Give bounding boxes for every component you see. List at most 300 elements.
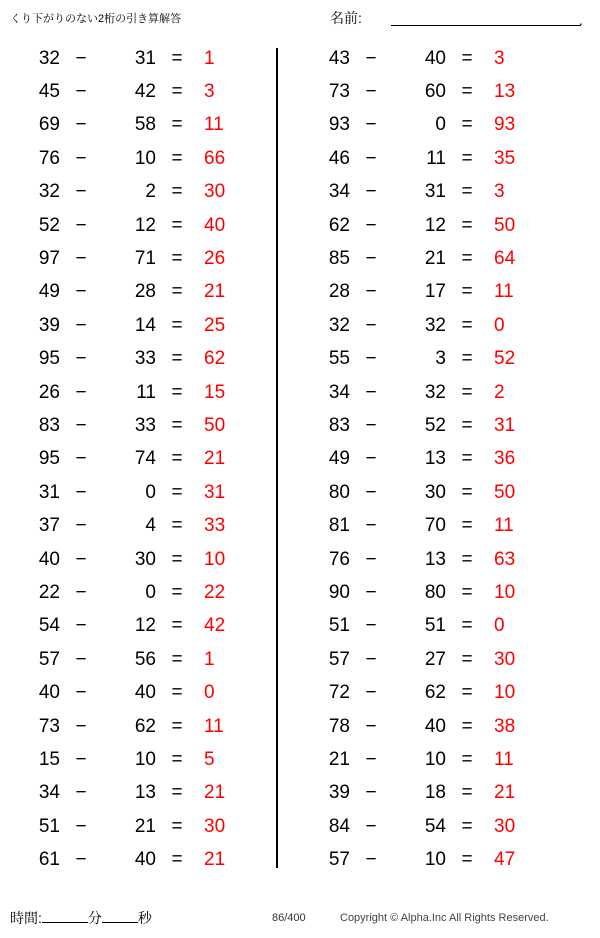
minus-icon: − <box>75 147 87 169</box>
answer-value: 3 <box>204 81 215 103</box>
equals-icon: = <box>461 214 473 236</box>
minus-icon: − <box>75 114 87 136</box>
minus-icon: − <box>365 548 377 570</box>
answer-value: 52 <box>494 348 516 370</box>
minus-icon: − <box>365 515 377 537</box>
equals-icon: = <box>461 815 473 837</box>
operand-b: 54 <box>424 815 446 837</box>
problem-row <box>0 810 276 843</box>
minus-icon: − <box>365 248 377 270</box>
minus-icon: − <box>75 748 87 770</box>
minus-icon: − <box>75 615 87 637</box>
operand-a: 49 <box>38 281 60 303</box>
operand-a: 85 <box>328 248 350 270</box>
operand-b: 13 <box>424 448 446 470</box>
answer-value: 11 <box>494 748 514 770</box>
equals-icon: = <box>171 314 183 336</box>
seconds-input[interactable] <box>102 922 138 923</box>
minus-icon: − <box>75 181 87 203</box>
operand-b: 27 <box>424 648 446 670</box>
equals-icon: = <box>461 147 473 169</box>
answer-value: 26 <box>204 248 226 270</box>
operand-a: 26 <box>38 381 60 403</box>
answer-value: 47 <box>494 849 516 871</box>
equals-icon: = <box>171 682 183 704</box>
minus-icon: − <box>365 448 377 470</box>
equals-icon: = <box>171 414 183 436</box>
minus-icon: − <box>365 481 377 503</box>
operand-a: 97 <box>38 248 60 270</box>
minus-icon: − <box>75 248 87 270</box>
answer-value: 50 <box>204 414 226 436</box>
minus-icon: − <box>365 615 377 637</box>
operand-a: 52 <box>38 214 60 236</box>
problem-row <box>0 42 276 75</box>
problem-row <box>290 376 566 409</box>
page-title: くり下がりのない2桁の引き算解答 <box>10 13 182 25</box>
minus-icon: − <box>75 782 87 804</box>
answer-value: 10 <box>494 581 516 603</box>
answer-value: 62 <box>204 348 226 370</box>
operand-b: 2 <box>145 181 156 203</box>
problem-row <box>290 476 566 509</box>
operand-a: 90 <box>328 581 350 603</box>
operand-b: 80 <box>424 581 446 603</box>
operand-a: 15 <box>38 748 60 770</box>
operand-a: 95 <box>38 348 60 370</box>
problem-row <box>0 409 276 442</box>
answer-value: 30 <box>494 815 516 837</box>
problem-row <box>0 610 276 643</box>
answer-value: 30 <box>204 181 226 203</box>
problem-row <box>0 710 276 743</box>
minus-icon: − <box>365 381 377 403</box>
operand-a: 34 <box>38 782 60 804</box>
operand-a: 45 <box>38 81 60 103</box>
problem-row <box>290 810 566 843</box>
problem-row <box>0 109 276 142</box>
operand-a: 22 <box>38 581 60 603</box>
equals-icon: = <box>171 248 183 270</box>
minus-icon: − <box>365 648 377 670</box>
operand-b: 11 <box>136 381 156 403</box>
operand-b: 0 <box>435 114 446 136</box>
equals-icon: = <box>461 414 473 436</box>
equals-icon: = <box>171 181 183 203</box>
problem-row <box>0 209 276 242</box>
problem-row <box>0 142 276 175</box>
answer-value: 63 <box>494 548 516 570</box>
operand-a: 49 <box>328 448 350 470</box>
equals-icon: = <box>171 615 183 637</box>
equals-icon: = <box>461 348 473 370</box>
minus-icon: − <box>75 815 87 837</box>
minus-icon: − <box>365 348 377 370</box>
copyright-notice: Copyright © Alpha.Inc All Rights Reserved. <box>340 912 549 924</box>
equals-icon: = <box>171 381 183 403</box>
equals-icon: = <box>171 648 183 670</box>
answer-value: 21 <box>204 448 226 470</box>
problem-row <box>290 643 566 676</box>
operand-b: 52 <box>424 414 446 436</box>
operand-a: 32 <box>328 314 350 336</box>
equals-icon: = <box>171 281 183 303</box>
minus-icon: − <box>75 214 87 236</box>
answer-value: 50 <box>494 481 516 503</box>
problem-row <box>290 777 566 810</box>
minus-icon: − <box>365 114 377 136</box>
answer-value: 15 <box>204 381 226 403</box>
operand-b: 30 <box>134 548 156 570</box>
problem-row <box>0 376 276 409</box>
operand-a: 39 <box>38 314 60 336</box>
operand-a: 31 <box>38 481 60 503</box>
operand-a: 76 <box>328 548 350 570</box>
operand-b: 62 <box>134 715 156 737</box>
equals-icon: = <box>171 47 183 69</box>
minus-icon: − <box>75 381 87 403</box>
minus-icon: − <box>365 181 377 203</box>
operand-b: 12 <box>134 615 156 637</box>
operand-a: 83 <box>328 414 350 436</box>
problem-row <box>0 509 276 542</box>
operand-b: 13 <box>424 548 446 570</box>
operand-b: 31 <box>424 181 446 203</box>
minus-icon: − <box>75 47 87 69</box>
minus-icon: − <box>75 648 87 670</box>
operand-a: 73 <box>38 715 60 737</box>
operand-a: 57 <box>328 849 350 871</box>
column-divider <box>276 48 278 868</box>
problem-row <box>290 142 566 175</box>
problem-grid <box>0 42 600 878</box>
operand-b: 31 <box>134 47 156 69</box>
operand-a: 51 <box>38 815 60 837</box>
problem-row <box>290 443 566 476</box>
operand-b: 60 <box>424 81 446 103</box>
equals-icon: = <box>461 548 473 570</box>
problem-row <box>290 743 566 776</box>
operand-b: 58 <box>134 114 156 136</box>
minus-icon: − <box>365 214 377 236</box>
answer-value: 30 <box>494 648 516 670</box>
equals-icon: = <box>171 515 183 537</box>
minus-icon: − <box>75 548 87 570</box>
operand-b: 13 <box>134 782 156 804</box>
problem-row <box>290 42 566 75</box>
equals-icon: = <box>461 682 473 704</box>
problem-row <box>0 576 276 609</box>
operand-a: 54 <box>38 615 60 637</box>
minus-icon: − <box>75 682 87 704</box>
problem-row <box>0 676 276 709</box>
operand-b: 17 <box>424 281 446 303</box>
operand-a: 73 <box>328 81 350 103</box>
problem-row <box>290 109 566 142</box>
answer-value: 10 <box>204 548 226 570</box>
problem-row <box>0 743 276 776</box>
operand-a: 95 <box>38 448 60 470</box>
operand-b: 28 <box>134 281 156 303</box>
operand-b: 30 <box>424 481 446 503</box>
problem-row <box>290 242 566 275</box>
operand-b: 18 <box>424 782 446 804</box>
operand-b: 32 <box>424 381 446 403</box>
operand-a: 40 <box>38 548 60 570</box>
minus-icon: − <box>365 314 377 336</box>
answer-value: 1 <box>204 47 215 69</box>
answer-value: 21 <box>204 849 226 871</box>
equals-icon: = <box>171 715 183 737</box>
operand-b: 32 <box>424 314 446 336</box>
minus-icon: − <box>75 581 87 603</box>
minutes-unit: 分 <box>87 910 102 926</box>
page-count: 86/400 <box>272 912 306 924</box>
operand-b: 11 <box>426 147 446 169</box>
problem-row <box>290 276 566 309</box>
answer-value: 11 <box>204 715 224 737</box>
minus-icon: − <box>365 715 377 737</box>
answer-value: 42 <box>204 615 226 637</box>
equals-icon: = <box>171 782 183 804</box>
minus-icon: − <box>75 448 87 470</box>
problem-column-right <box>290 42 566 877</box>
name-input[interactable] <box>391 6 581 26</box>
answer-value: 50 <box>494 214 516 236</box>
problem-row <box>0 242 276 275</box>
problem-row <box>290 843 566 876</box>
operand-b: 40 <box>134 682 156 704</box>
name-period: . <box>579 12 583 28</box>
answer-value: 21 <box>204 782 226 804</box>
equals-icon: = <box>171 815 183 837</box>
operand-a: 55 <box>328 348 350 370</box>
equals-icon: = <box>461 381 473 403</box>
operand-b: 3 <box>435 348 446 370</box>
operand-a: 32 <box>38 181 60 203</box>
answer-value: 22 <box>204 581 226 603</box>
operand-b: 12 <box>134 214 156 236</box>
problem-row <box>290 710 566 743</box>
operand-a: 72 <box>328 682 350 704</box>
equals-icon: = <box>461 81 473 103</box>
answer-value: 0 <box>494 314 505 336</box>
equals-icon: = <box>171 448 183 470</box>
equals-icon: = <box>461 281 473 303</box>
equals-icon: = <box>171 849 183 871</box>
equals-icon: = <box>461 248 473 270</box>
equals-icon: = <box>171 481 183 503</box>
problem-row <box>0 309 276 342</box>
minus-icon: − <box>365 581 377 603</box>
minus-icon: − <box>365 748 377 770</box>
problem-column-left <box>0 42 276 877</box>
operand-b: 10 <box>134 748 156 770</box>
minus-icon: − <box>365 414 377 436</box>
minus-icon: − <box>365 147 377 169</box>
operand-a: 51 <box>328 615 350 637</box>
problem-row <box>0 276 276 309</box>
operand-a: 78 <box>328 715 350 737</box>
operand-b: 21 <box>424 248 446 270</box>
operand-a: 93 <box>328 114 350 136</box>
operand-b: 56 <box>134 648 156 670</box>
equals-icon: = <box>461 481 473 503</box>
equals-icon: = <box>461 581 473 603</box>
answer-value: 36 <box>494 448 516 470</box>
equals-icon: = <box>171 748 183 770</box>
problem-row <box>0 176 276 209</box>
equals-icon: = <box>171 214 183 236</box>
problem-row <box>290 509 566 542</box>
problem-row <box>290 409 566 442</box>
equals-icon: = <box>461 314 473 336</box>
operand-a: 28 <box>328 281 350 303</box>
operand-b: 40 <box>424 715 446 737</box>
operand-a: 32 <box>38 47 60 69</box>
minus-icon: − <box>365 682 377 704</box>
equals-icon: = <box>461 782 473 804</box>
answer-value: 3 <box>494 181 505 203</box>
operand-a: 84 <box>328 815 350 837</box>
operand-a: 46 <box>328 147 350 169</box>
answer-value: 1 <box>204 648 215 670</box>
answer-value: 11 <box>494 281 514 303</box>
name-field-area <box>330 6 585 28</box>
equals-icon: = <box>461 849 473 871</box>
answer-value: 33 <box>204 515 226 537</box>
operand-b: 12 <box>424 214 446 236</box>
operand-a: 80 <box>328 481 350 503</box>
operand-b: 33 <box>134 414 156 436</box>
equals-icon: = <box>461 615 473 637</box>
page-footer <box>0 890 600 938</box>
answer-value: 11 <box>494 515 514 537</box>
problem-row <box>290 576 566 609</box>
minus-icon: − <box>75 81 87 103</box>
problem-row <box>290 209 566 242</box>
answer-value: 10 <box>494 682 516 704</box>
answer-value: 21 <box>204 281 226 303</box>
operand-a: 57 <box>328 648 350 670</box>
equals-icon: = <box>171 147 183 169</box>
operand-b: 70 <box>424 515 446 537</box>
problem-row <box>290 176 566 209</box>
operand-b: 14 <box>134 314 156 336</box>
operand-b: 10 <box>424 849 446 871</box>
minus-icon: − <box>365 849 377 871</box>
minus-icon: − <box>365 47 377 69</box>
answer-value: 93 <box>494 114 516 136</box>
answer-value: 31 <box>494 414 516 436</box>
operand-b: 74 <box>134 448 156 470</box>
minus-icon: − <box>75 281 87 303</box>
equals-icon: = <box>461 715 473 737</box>
minutes-input[interactable] <box>42 922 88 923</box>
minus-icon: − <box>75 414 87 436</box>
equals-icon: = <box>461 181 473 203</box>
operand-a: 57 <box>38 648 60 670</box>
minus-icon: − <box>365 281 377 303</box>
answer-value: 5 <box>204 748 215 770</box>
equals-icon: = <box>171 548 183 570</box>
equals-icon: = <box>461 114 473 136</box>
equals-icon: = <box>171 81 183 103</box>
minus-icon: − <box>75 715 87 737</box>
operand-b: 10 <box>134 147 156 169</box>
minus-icon: − <box>75 348 87 370</box>
time-field-area <box>10 908 152 928</box>
answer-value: 35 <box>494 147 516 169</box>
minus-icon: − <box>365 815 377 837</box>
problem-row <box>0 476 276 509</box>
time-label: 時間: <box>10 910 42 926</box>
answer-value: 11 <box>204 114 224 136</box>
answer-value: 38 <box>494 715 516 737</box>
operand-a: 34 <box>328 381 350 403</box>
operand-a: 21 <box>328 748 350 770</box>
operand-b: 42 <box>134 81 156 103</box>
minus-icon: − <box>365 782 377 804</box>
problem-row <box>0 643 276 676</box>
answer-value: 40 <box>204 214 226 236</box>
problem-row <box>0 75 276 108</box>
operand-a: 40 <box>38 682 60 704</box>
operand-b: 40 <box>134 849 156 871</box>
answer-value: 13 <box>494 81 516 103</box>
minus-icon: − <box>75 481 87 503</box>
equals-icon: = <box>461 648 473 670</box>
problem-row <box>0 443 276 476</box>
answer-value: 31 <box>204 481 226 503</box>
operand-a: 69 <box>38 114 60 136</box>
operand-a: 61 <box>38 849 60 871</box>
operand-b: 40 <box>424 47 446 69</box>
answer-value: 66 <box>204 147 226 169</box>
operand-a: 81 <box>328 515 350 537</box>
equals-icon: = <box>461 748 473 770</box>
minus-icon: − <box>75 849 87 871</box>
operand-b: 71 <box>134 248 156 270</box>
equals-icon: = <box>171 114 183 136</box>
operand-a: 43 <box>328 47 350 69</box>
operand-b: 33 <box>134 348 156 370</box>
operand-b: 10 <box>424 748 446 770</box>
answer-value: 30 <box>204 815 226 837</box>
operand-b: 62 <box>424 682 446 704</box>
page-header <box>0 0 600 36</box>
operand-a: 34 <box>328 181 350 203</box>
operand-b: 21 <box>134 815 156 837</box>
seconds-unit: 秒 <box>137 910 152 926</box>
answer-value: 25 <box>204 314 226 336</box>
operand-a: 83 <box>38 414 60 436</box>
operand-b: 51 <box>424 615 446 637</box>
answer-value: 0 <box>204 682 215 704</box>
equals-icon: = <box>171 348 183 370</box>
answer-value: 64 <box>494 248 516 270</box>
problem-row <box>290 543 566 576</box>
answer-value: 3 <box>494 47 505 69</box>
minus-icon: − <box>75 515 87 537</box>
problem-row <box>290 610 566 643</box>
operand-b: 4 <box>145 515 156 537</box>
minus-icon: − <box>75 314 87 336</box>
equals-icon: = <box>461 448 473 470</box>
problem-row <box>290 309 566 342</box>
problem-row <box>290 75 566 108</box>
answer-value: 21 <box>494 782 516 804</box>
